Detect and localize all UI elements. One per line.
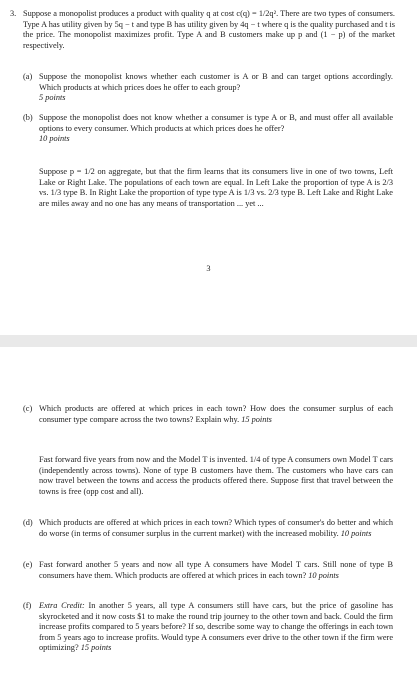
scenario-model-t [39, 455, 393, 497]
item-c-points: 15 points [241, 414, 272, 424]
item-f-text [39, 601, 393, 654]
question-number: 3. [10, 9, 17, 18]
item-d-body: Which products are offered at which prices in each town? Which types of consumer's do better and which do worse (in terms of consumer surplus in the current market) with the increased mobility. [39, 518, 393, 538]
item-d [23, 518, 393, 539]
item-b-points: 10 points [39, 134, 70, 144]
item-e [23, 560, 393, 581]
item-c [23, 404, 393, 425]
item-a [23, 72, 393, 104]
item-e-text [39, 560, 393, 581]
question-intro [10, 9, 395, 51]
item-e-label: (e) [23, 560, 33, 569]
item-b-text: Suppose the monopolist does not know whether a consumer is type A or B, and must offer all available options to every consumer. Which products at which prices does he offer? [39, 113, 393, 133]
item-d-text [39, 518, 393, 539]
item-b-label: (b) [23, 113, 33, 122]
item-f-extra-credit: Extra Credit: [39, 601, 85, 610]
scenario-towns [39, 167, 393, 209]
page-number: 3 [206, 264, 211, 273]
scenario-towns-text: Suppose p = 1/2 on aggregate, but that the firm learns that its consumers live in one of two towns, Left Lake or Right Lake. The populations of each town are equal. In Left Lake the proportion of type A is 2/3 vs. 1/3 type B. In Right Lake the proportion of type type A is 1/3 vs. 2/3 type B. Left Lake and Right Lake are miles away and no one has any means of transportation ... yet ... [39, 167, 393, 208]
item-d-points: 10 points [340, 528, 372, 538]
item-f-points: 15 points [80, 643, 112, 653]
item-e-body: Fast forward another 5 years and now all type A consumers have Model T cars. Still none of type B consumers have them. Which products are offered at which prices in each town? [39, 560, 393, 580]
item-c-body: Which products are offered at which prices in each town? How does the consumer surplus of each consumer type compare across the two towns? Explain why. [39, 404, 393, 424]
item-d-label: (d) [23, 518, 33, 527]
item-a-text: Suppose the monopolist knows whether each customer is A or B and can target options accordingly. Which products at which prices does he offer to each group? [39, 72, 393, 92]
item-a-points: 5 points [39, 93, 66, 103]
item-e-points: 10 points [308, 570, 339, 580]
item-c-label: (c) [23, 404, 33, 413]
item-f [23, 601, 393, 654]
scenario-model-t-text: Fast forward five years from now and the Model T is invented. 1/4 of type A consumers own Model T cars (independently across towns). None of type B customers have them. The customers who have cars can now travel between the towns and access the products offered there. Suppose first that travel between the towns is free (opp cost and all). [39, 455, 393, 496]
page-1 [0, 0, 417, 335]
item-a-label: (a) [23, 72, 33, 81]
item-f-body: In another 5 years, all type A consumers still have cars, but the price of gasoline has skyrocketed and it now costs $1 to make the round trip journey to the other town and back. Could the firm increase profits compared to 5 years before? If so, describe some way to change the offerings in each town from 5 years ago to increase profits. Would type A consumers ever drive to the other town if the firm were optimizing? [39, 601, 394, 653]
intro-text: Suppose a monopolist produces a product with quality q at cost c(q) = 1/2q². There are two types of consumers. Type A has utility given by 5q − t and type B has utility given by 4q − t where q is the quality purchased and t is the price. The monopolist maximizes profit. Type A and B customers make up p and (1 − p) of the market respectively. [23, 9, 395, 50]
item-f-label: (f) [23, 601, 32, 610]
item-c-text [39, 404, 393, 425]
page-2 [0, 347, 417, 691]
item-b [23, 113, 393, 145]
